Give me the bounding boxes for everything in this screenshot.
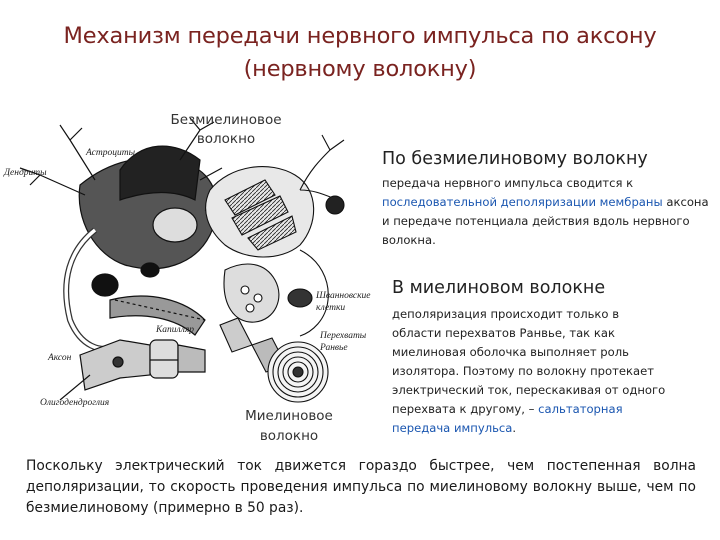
caption-axon: Аксон (48, 353, 72, 363)
unmyelinated-fiber-label: Безмиелиновое волокно (170, 112, 282, 147)
unmyelinated-text-before: передача нервного импульса сводится к (382, 176, 634, 190)
myelinated-paragraph (392, 305, 672, 438)
page-title: Механизм передачи нервного импульса по аксону (нервному волокну) (63, 23, 657, 82)
caption-schwann-cells: Шванновские клетки (316, 291, 371, 313)
myelin-spiral (268, 342, 328, 402)
oligodendrocyte-axon (60, 340, 205, 400)
conclusion-paragraph: Поскольку электрический ток движется гораздо быстрее, чем постепенная волна деполяризации, то скорость проведения импульса по миелиновому волокну выше, чем по безмиелиновому (примерно в 50 раз). (26, 458, 696, 516)
unmyelinated-paragraph (382, 174, 712, 250)
unmyelinated-highlight: последовательной деполяризации мембраны (382, 195, 663, 209)
caption-dendrites: Дендриты (4, 168, 47, 178)
caption-capillary: Капилляр (156, 325, 195, 335)
caption-ranvier-nodes: Перехваты Ранвье (320, 331, 367, 353)
myelinated-fiber-label: Миелиновое волокно (245, 408, 333, 444)
caption-astrocytes: Астроциты (86, 148, 136, 158)
unmyelinated-bundle (206, 135, 344, 257)
myelinated-heading: В миелиновом волокне (392, 278, 606, 298)
myelinated-text-after: . (512, 421, 517, 435)
caption-oligodendroglia: Олигодендроглия (40, 398, 110, 408)
unmyelinated-text-after: аксона и передаче потенциала действия вдоль нервного волокна. (382, 195, 709, 247)
myelinated-highlight: сальтаторная передача импульса (392, 402, 623, 435)
unmyelinated-heading: По безмиелиновому волокну (382, 149, 648, 169)
myelinated-text-before: деполяризация происходит только в области перехватов Ранвье, так как миелиновая оболочка выполняет роль изолятора. Поэтому по волокну протекает электрический ток, перескакивая от одного перехвата к другому, – (392, 307, 666, 416)
